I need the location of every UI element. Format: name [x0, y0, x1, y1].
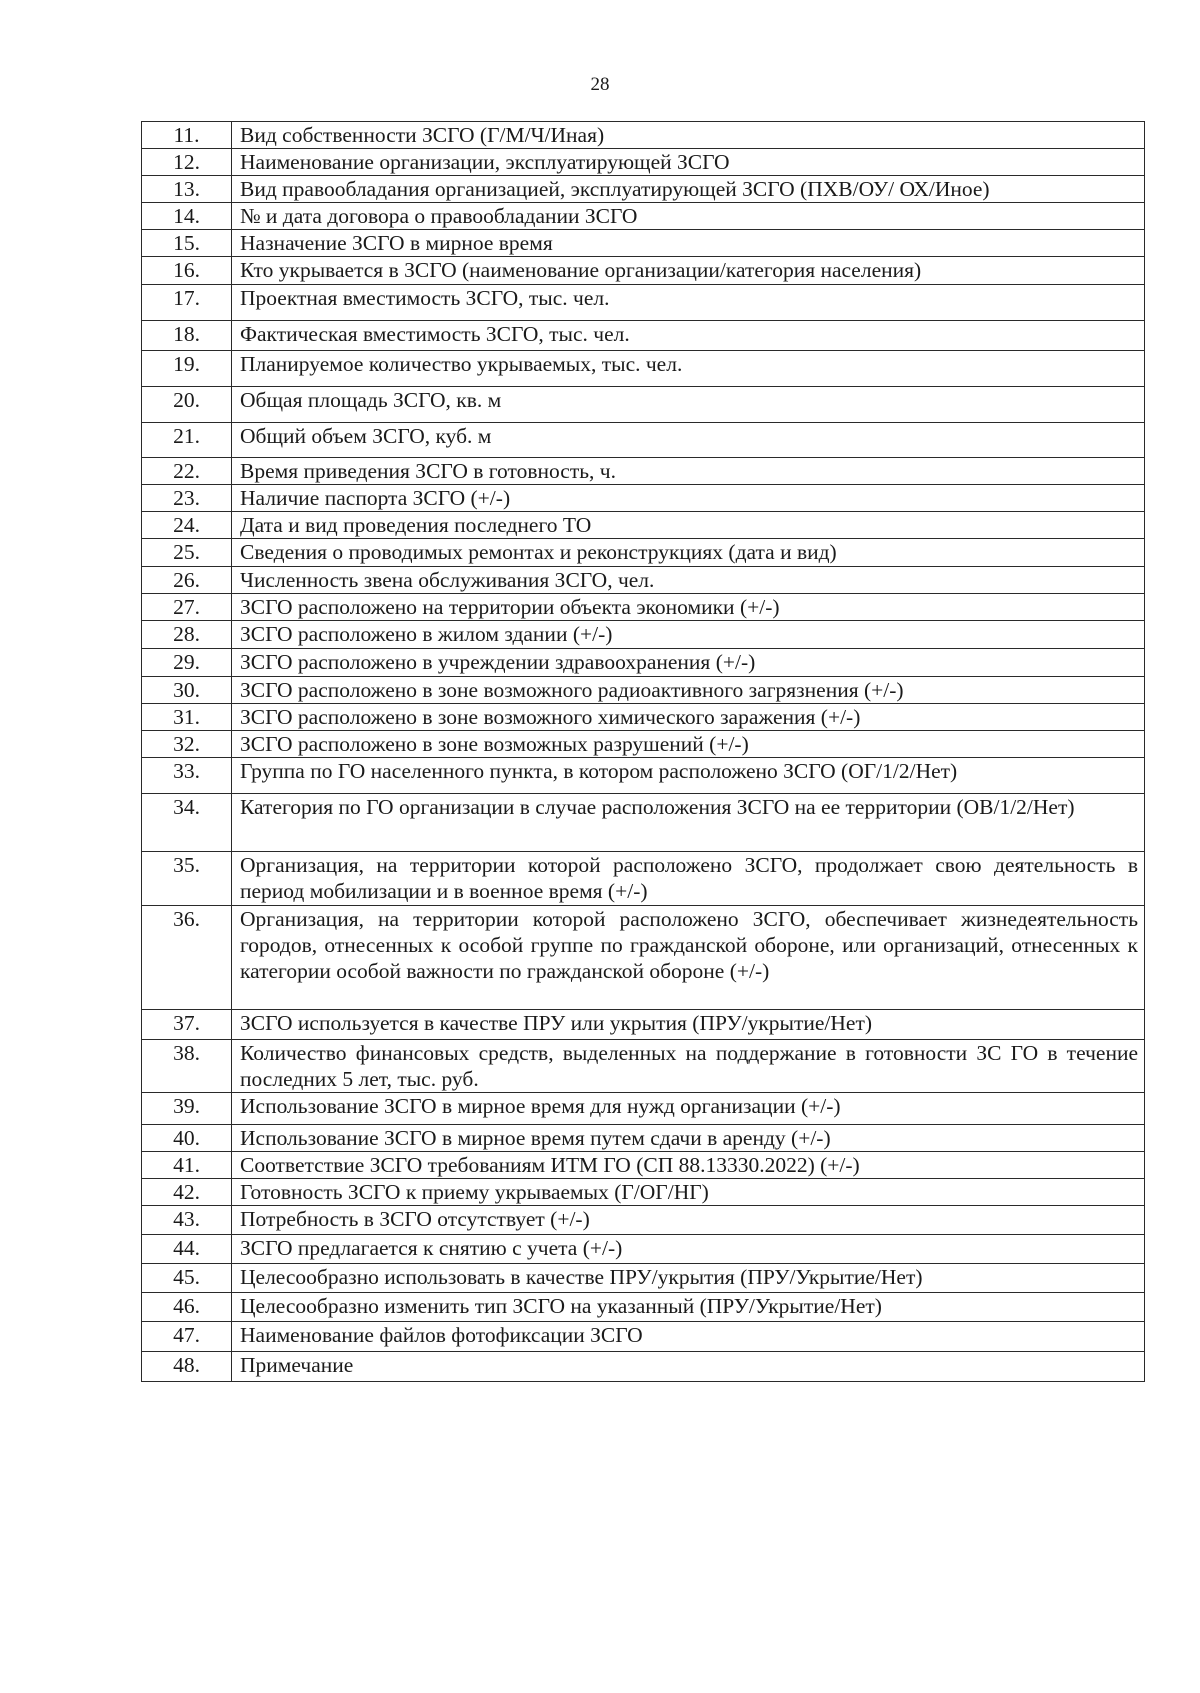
row-text: Фактическая вместимость ЗСГО, тыс. чел.: [232, 321, 1145, 351]
row-text: Время приведения ЗСГО в готовность, ч.: [232, 458, 1145, 485]
row-text: Целесообразно изменить тип ЗСГО на указанный (ПРУ/Укрытие/Нет): [232, 1293, 1145, 1322]
row-number: 14.: [142, 203, 232, 230]
table-row: [142, 423, 1145, 458]
row-text: № и дата договора о правообладании ЗСГО: [232, 203, 1145, 230]
table-row: [142, 1235, 1145, 1264]
table-row: [142, 1125, 1145, 1152]
row-number: 17.: [142, 285, 232, 321]
row-number: 30.: [142, 677, 232, 704]
fields-table: [141, 121, 1145, 1382]
row-number: 37.: [142, 1010, 232, 1040]
table-row: [142, 539, 1145, 567]
table-row: [142, 852, 1145, 906]
row-text: Проектная вместимость ЗСГО, тыс. чел.: [232, 285, 1145, 321]
row-text: Организация, на территории которой расположено ЗСГО, обеспечивает жизнедеятельность городов, отнесенных к особой группе по гражданской обороне, или организаций, отнесенных к категории особой важности по гражданской обороне (+/-): [232, 906, 1145, 1010]
row-number: 21.: [142, 423, 232, 458]
row-number: 24.: [142, 512, 232, 539]
table-row: [142, 1179, 1145, 1206]
row-text: ЗСГО расположено в жилом здании (+/-): [232, 621, 1145, 649]
table-row: [142, 230, 1145, 257]
row-number: 29.: [142, 649, 232, 677]
table-row: [142, 731, 1145, 758]
row-text: Соответствие ЗСГО требованиям ИТМ ГО (СП 88.13330.2022) (+/-): [232, 1152, 1145, 1179]
row-number: 34.: [142, 794, 232, 852]
table-row: [142, 203, 1145, 230]
row-number: 26.: [142, 567, 232, 594]
table-row: [142, 704, 1145, 731]
row-text: ЗСГО расположено в зоне возможного радиоактивного загрязнения (+/-): [232, 677, 1145, 704]
row-text: Использование ЗСГО в мирное время путем сдачи в аренду (+/-): [232, 1125, 1145, 1152]
row-number: 19.: [142, 351, 232, 387]
fields-table-body: [142, 122, 1145, 1382]
row-text: Наименование организации, эксплуатирующей ЗСГО: [232, 149, 1145, 176]
table-row: [142, 567, 1145, 594]
table-row: [142, 906, 1145, 1010]
row-number: 23.: [142, 485, 232, 512]
row-text: Кто укрывается в ЗСГО (наименование организации/категория населения): [232, 257, 1145, 285]
row-text: ЗСГО используется в качестве ПРУ или укрытия (ПРУ/укрытие/Нет): [232, 1010, 1145, 1040]
row-text: ЗСГО расположено в учреждении здравоохранения (+/-): [232, 649, 1145, 677]
row-text: Категория по ГО организации в случае расположения ЗСГО на ее территории (ОВ/1/2/Нет): [232, 794, 1145, 852]
row-text: Примечание: [232, 1352, 1145, 1382]
row-number: 33.: [142, 758, 232, 794]
row-text: Количество финансовых средств, выделенных на поддержание в готовности ЗС ГО в течение последних 5 лет, тыс. руб.: [232, 1040, 1145, 1093]
table-row: [142, 1352, 1145, 1382]
table-row: [142, 1293, 1145, 1322]
row-text: Потребность в ЗСГО отсутствует (+/-): [232, 1206, 1145, 1235]
row-number: 45.: [142, 1264, 232, 1293]
row-number: 12.: [142, 149, 232, 176]
row-number: 48.: [142, 1352, 232, 1382]
table-row: [142, 321, 1145, 351]
row-number: 40.: [142, 1125, 232, 1152]
row-text: ЗСГО расположено в зоне возможных разрушений (+/-): [232, 731, 1145, 758]
row-number: 38.: [142, 1040, 232, 1093]
table-row: [142, 594, 1145, 621]
row-number: 28.: [142, 621, 232, 649]
row-text: ЗСГО расположено на территории объекта экономики (+/-): [232, 594, 1145, 621]
row-text: Дата и вид проведения последнего ТО: [232, 512, 1145, 539]
row-text: Общий объем ЗСГО, куб. м: [232, 423, 1145, 458]
row-number: 43.: [142, 1206, 232, 1235]
table-row: [142, 351, 1145, 387]
row-text: Организация, на территории которой расположено ЗСГО, продолжает свою деятельность в период мобилизации и в военное время (+/-): [232, 852, 1145, 906]
row-number: 32.: [142, 731, 232, 758]
row-number: 39.: [142, 1093, 232, 1125]
row-number: 44.: [142, 1235, 232, 1264]
row-text: Планируемое количество укрываемых, тыс. чел.: [232, 351, 1145, 387]
table-row: [142, 1206, 1145, 1235]
row-text: Наличие паспорта ЗСГО (+/-): [232, 485, 1145, 512]
table-row: [142, 1093, 1145, 1125]
row-number: 46.: [142, 1293, 232, 1322]
row-number: 47.: [142, 1322, 232, 1352]
table-row: [142, 649, 1145, 677]
table-row: [142, 794, 1145, 852]
row-text: Готовность ЗСГО к приему укрываемых (Г/ОГ/НГ): [232, 1179, 1145, 1206]
row-text: Вид собственности ЗСГО (Г/М/Ч/Иная): [232, 122, 1145, 149]
row-number: 42.: [142, 1179, 232, 1206]
row-text: Общая площадь ЗСГО, кв. м: [232, 387, 1145, 423]
row-text: Группа по ГО населенного пункта, в котором расположено ЗСГО (ОГ/1/2/Нет): [232, 758, 1145, 794]
table-row: [142, 458, 1145, 485]
table-row: [142, 257, 1145, 285]
table-row: [142, 1322, 1145, 1352]
row-text: Использование ЗСГО в мирное время для нужд организации (+/-): [232, 1093, 1145, 1125]
row-number: 11.: [142, 122, 232, 149]
table-row: [142, 512, 1145, 539]
row-number: 20.: [142, 387, 232, 423]
table-row: [142, 1152, 1145, 1179]
table-row: [142, 758, 1145, 794]
row-text: Вид правообладания организацией, эксплуатирующей ЗСГО (ПХВ/ОУ/ ОХ/Иное): [232, 176, 1145, 203]
row-number: 27.: [142, 594, 232, 621]
table-row: [142, 387, 1145, 423]
table-row: [142, 176, 1145, 203]
table-row: [142, 1010, 1145, 1040]
row-text: ЗСГО предлагается к снятию с учета (+/-): [232, 1235, 1145, 1264]
row-number: 18.: [142, 321, 232, 351]
row-number: 25.: [142, 539, 232, 567]
row-text: Сведения о проводимых ремонтах и реконструкциях (дата и вид): [232, 539, 1145, 567]
row-number: 13.: [142, 176, 232, 203]
row-number: 35.: [142, 852, 232, 906]
row-text: ЗСГО расположено в зоне возможного химического заражения (+/-): [232, 704, 1145, 731]
table-row: [142, 677, 1145, 704]
row-text: Целесообразно использовать в качестве ПРУ/укрытия (ПРУ/Укрытие/Нет): [232, 1264, 1145, 1293]
row-number: 36.: [142, 906, 232, 1010]
table-row: [142, 122, 1145, 149]
table-row: [142, 485, 1145, 512]
table-row: [142, 1264, 1145, 1293]
page-number: 28: [590, 74, 610, 95]
table-row: [142, 1040, 1145, 1093]
table-row: [142, 149, 1145, 176]
row-number: 15.: [142, 230, 232, 257]
row-text: Наименование файлов фотофиксации ЗСГО: [232, 1322, 1145, 1352]
row-number: 41.: [142, 1152, 232, 1179]
row-number: 16.: [142, 257, 232, 285]
table-row: [142, 621, 1145, 649]
row-number: 22.: [142, 458, 232, 485]
row-text: Численность звена обслуживания ЗСГО, чел.: [232, 567, 1145, 594]
table-row: [142, 285, 1145, 321]
row-text: Назначение ЗСГО в мирное время: [232, 230, 1145, 257]
row-number: 31.: [142, 704, 232, 731]
